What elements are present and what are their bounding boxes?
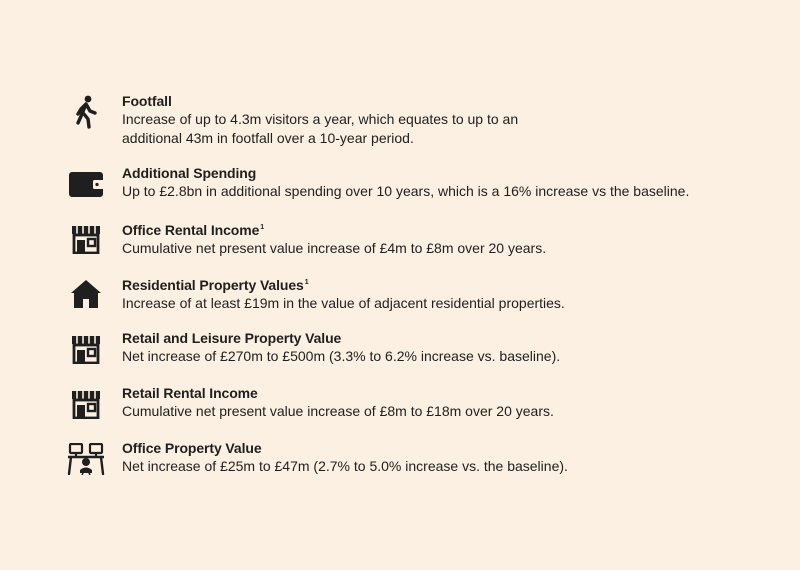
footnote-marker: 1 (260, 224, 265, 231)
list-item (66, 219, 766, 259)
shopfront-icon (66, 329, 106, 369)
list-item (66, 439, 766, 479)
house-icon (66, 274, 106, 314)
list-item (66, 384, 766, 424)
wallet-icon (66, 164, 106, 204)
shopfront-icon (66, 384, 106, 424)
item-description: Cumulative net present value increase of £4m to £8m over 20 years. (122, 240, 547, 256)
list-item (66, 329, 766, 369)
item-title: Office Rental Income$^1$ (122, 222, 265, 238)
item-title: Retail and Leisure Property Value (122, 330, 342, 346)
item-description: Increase of at least £19m in the value of adjacent residential properties. (122, 295, 565, 311)
list-item (66, 274, 766, 314)
item-description: Net increase of £25m to £47m (2.7% to 5.0% increase vs. the baseline). (122, 458, 568, 474)
shopfront-icon (66, 219, 106, 259)
item-title: Footfall (122, 93, 172, 109)
walking-person-icon (66, 92, 106, 132)
item-title: Retail Rental Income (122, 385, 258, 401)
office-desks-icon (66, 439, 106, 479)
item-description: Increase of up to 4.3m visitors a year, which equates to up to an additional 43m in footfall over a 10-year period. (122, 111, 519, 146)
list-item (66, 164, 766, 204)
item-description: Up to £2.8bn in additional spending over 10 years, which is a 16% increase vs the baseline. (122, 183, 690, 199)
footnote-marker: 1 (304, 279, 309, 286)
item-title: Additional Spending (122, 165, 257, 181)
item-description: Net increase of £270m to £500m (3.3% to 6.2% increase vs. baseline). (122, 348, 561, 364)
item-description: Cumulative net present value increase of £8m to £18m over 20 years. (122, 403, 554, 419)
item-title: Office Property Value (122, 440, 262, 456)
list-item (66, 92, 766, 148)
benefits-list (66, 92, 766, 494)
item-title: Residential Property Values$^1$ (122, 277, 309, 293)
